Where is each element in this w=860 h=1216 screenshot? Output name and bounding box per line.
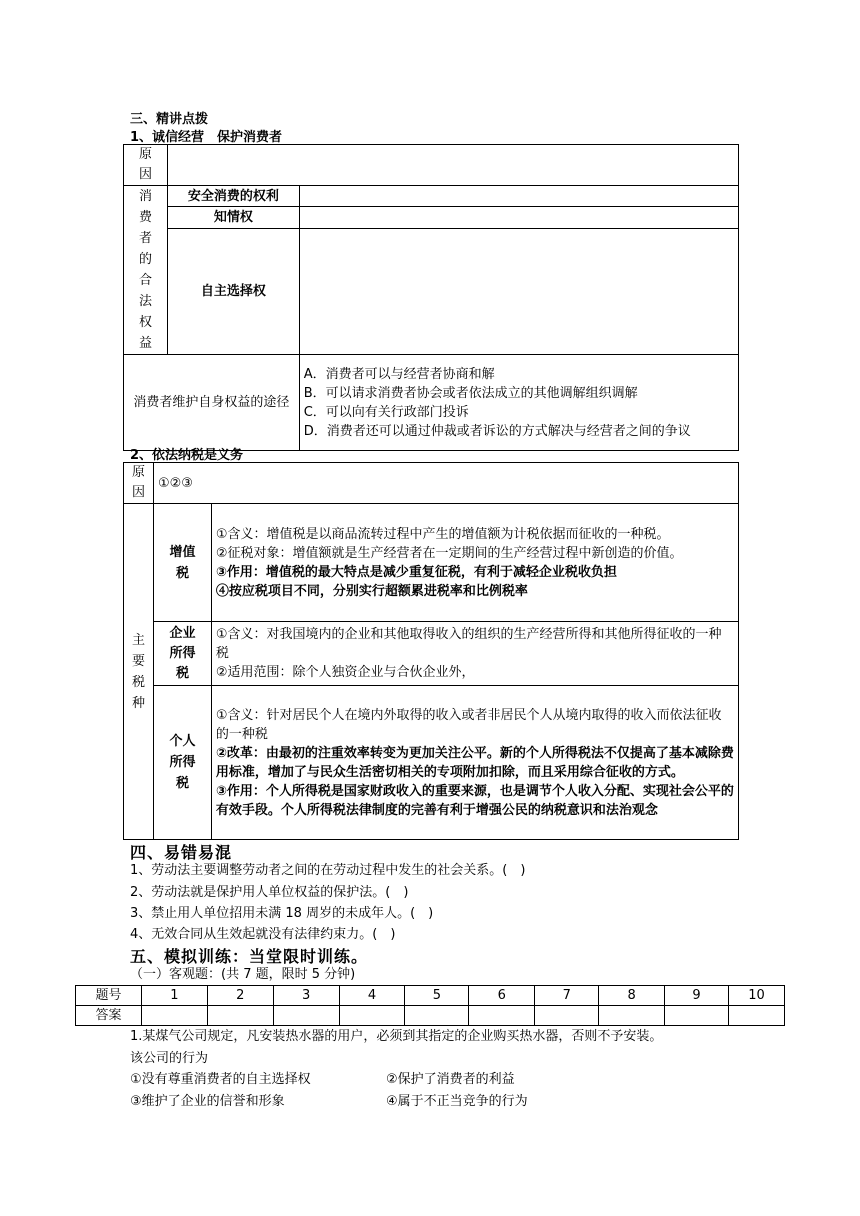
pit-meaning: ①含义：针对居民个人在境内外取得的收入或者非居民个人从境内取得的收入而依法征收的一种税 (215, 707, 722, 742)
number-cell: 4 (339, 986, 405, 1006)
pit-label: 个人 所得 税 (153, 686, 211, 840)
reason-label: 原 因 (124, 145, 168, 186)
q1-option-3: ③维护了企业的信誉和形象 (130, 1094, 285, 1109)
answer-cell[interactable] (599, 1006, 665, 1026)
vat-rate: ④按应税项目不同，分别实行超额累进税率和比例税率 (215, 583, 528, 599)
corp-tax-label: 企业 所得 税 (153, 622, 211, 686)
corp-tax-content (211, 622, 738, 686)
number-cell: 3 (273, 986, 339, 1006)
corp-meaning: ①含义：对我国境内的企业和其他取得收入的组织的生产经营所得和其他所得征收的一种税 (215, 627, 722, 661)
main-tax-label: 主 要 税 种 (124, 504, 154, 840)
item-2: 2、劳动法就是保护用人单位权益的保护法。( ) (130, 885, 409, 900)
section3-sub2: 2、依法纳税是义务 (130, 448, 244, 463)
tax-reason-label: 原 因 (124, 463, 154, 504)
right-safety: 安全消费的权利 (167, 186, 299, 207)
pit-reform: ②改革：由最初的注重效率转变为更加关注公平。新的个人所得税法不仅提高了基本减除费用标准，增加了与民众生活密切相关的专项附加扣除，而且采用综合征收的方式。 (215, 745, 734, 780)
number-cell: 8 (599, 986, 665, 1006)
q1-option-2: ②保护了消费者的利益 (386, 1072, 515, 1087)
pit-effect: ③作用：个人所得税是国家财政收入的重要来源，也是调节个人收入分配、实现社会公平的有效手段。个人所得税法律制度的完善有利于增强公民的纳税意识和法治观念 (215, 783, 734, 818)
answer-cell[interactable] (141, 1006, 207, 1026)
number-cell: 7 (535, 986, 599, 1006)
vat-label: 增值 税 (153, 504, 211, 622)
answer-table (75, 985, 785, 1026)
number-cell: 6 (469, 986, 535, 1006)
right-know: 知情权 (167, 207, 299, 228)
answer-cell[interactable] (535, 1006, 599, 1026)
answer-cell[interactable] (405, 1006, 469, 1026)
right-choice: 自主选择权 (167, 228, 299, 354)
answer-cell[interactable] (207, 1006, 273, 1026)
answer-cell[interactable] (469, 1006, 535, 1026)
section5-sub: （一）客观题：(共 7 题，限时 5 分钟) (130, 967, 356, 982)
corp-scope: ②适用范围：除个人独资企业与合伙企业外， (215, 665, 475, 680)
consumer-rights-table (123, 144, 739, 451)
ways-label: 消费者维护自身权益的途径 (124, 355, 300, 451)
rights-label: 消 费 者 的 合 法 权 益 (124, 186, 168, 355)
section3-sub1: 1、诚信经营 保护消费者 (130, 130, 283, 145)
answer-cell[interactable] (339, 1006, 405, 1026)
section5-title: 五、模拟训练：当堂限时训练。 (130, 947, 369, 966)
way-c: C．可以向有关行政部门投诉 (303, 404, 469, 420)
item-3: 3、禁止用人单位招用未满 18 周岁的未成年人。( ) (130, 906, 434, 921)
tax-reason-value: ①②③ (153, 463, 738, 504)
way-a: A．消费者可以与经营者协商和解 (303, 366, 495, 382)
vat-effect: ③作用：增值税的最大特点是减少重复征税，有利于减轻企业税收负担 (215, 564, 617, 580)
way-b: B．可以请求消费者协会或者依法成立的其他调解组织调解 (303, 385, 638, 401)
number-cell: 9 (665, 986, 729, 1006)
vat-content (211, 504, 738, 622)
number-row-label: 题号 (76, 986, 142, 1006)
answer-cell[interactable] (665, 1006, 729, 1026)
tax-table (123, 462, 739, 840)
section3-title: 三、精讲点拨 (130, 112, 209, 127)
number-cell: 1 (141, 986, 207, 1006)
number-cell: 2 (207, 986, 273, 1006)
number-cell: 10 (728, 986, 784, 1006)
q1-stem-line1: 1.某煤气公司规定，凡安装热水器的用户，必须到其指定的企业购买热水器，否则不予安装。 (130, 1029, 663, 1044)
reason-cell (167, 145, 738, 186)
answer-row-label: 答案 (76, 1006, 142, 1026)
number-cell: 5 (405, 986, 469, 1006)
answer-cell[interactable] (728, 1006, 784, 1026)
vat-object: ②征税对象：增值额就是生产经营者在一定期间的生产经营过程中新创造的价值。 (215, 545, 683, 561)
q1-option-1: ①没有尊重消费者的自主选择权 (130, 1072, 311, 1087)
section4-title: 四、易错易混 (130, 843, 233, 862)
way-d: D．消费者还可以通过仲裁或者诉讼的方式解决与经营者之间的争议 (303, 423, 691, 439)
pit-content (211, 686, 738, 840)
q1-stem-line2: 该公司的行为 (130, 1051, 209, 1066)
q1-option-4: ④属于不正当竞争的行为 (386, 1094, 528, 1109)
item-1: 1、劳动法主要调整劳动者之间的在劳动过程中发生的社会关系。( ) (130, 863, 526, 878)
answer-cell[interactable] (273, 1006, 339, 1026)
vat-meaning: ①含义：增值税是以商品流转过程中产生的增值额为计税依据而征收的一种税。 (215, 526, 670, 542)
item-4: 4、无效合同从生效起就没有法律约束力。( ) (130, 927, 396, 942)
ways-list (299, 355, 738, 451)
